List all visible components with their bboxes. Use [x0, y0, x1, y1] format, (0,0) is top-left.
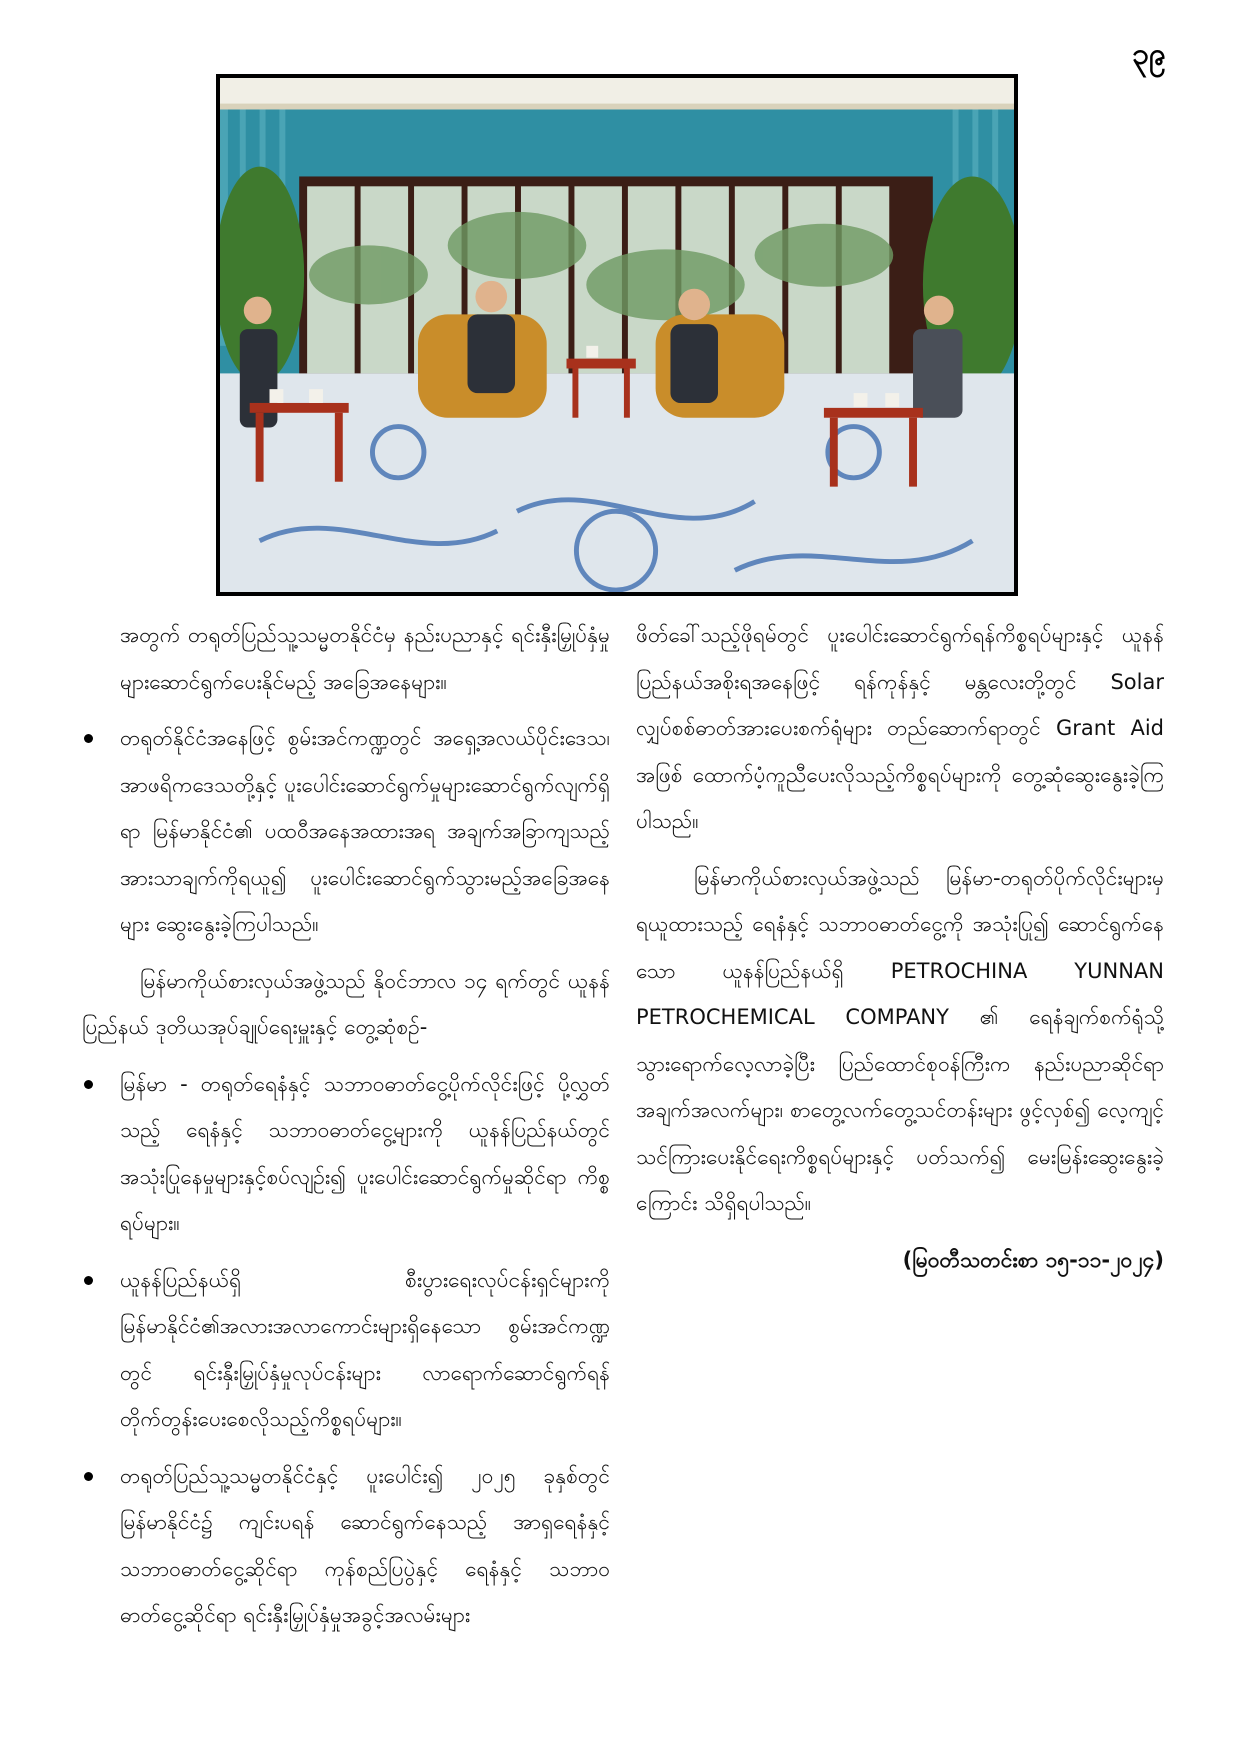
- bullet-icon: [84, 1080, 93, 1089]
- bullet-item: [82, 1061, 610, 1247]
- right-continuation-paragraph: ဖိတ်ခေါ်သည့်ဖိုရမ်တွင် ပူးပေါင်းဆောင်ရွက်ရန်ကိစ္စရပ်များနှင့် ယူနန်ပြည်နယ်အစိုးရအနေဖြင့် ရန်ကုန်နှင့် မန္တလေးတို့တွင် Solar လျှပ်စစ်ဓာတ်အားပေးစက်ရုံများ တည်ဆောက်ရာတွင် Grant Aid အဖြစ် ထောက်ပံ့ကူညီပေးလိုသည့်ကိစ္စရပ်များကို တွေ့ဆုံဆွေးနွေးခဲ့ကြပါသည်။: [636, 623, 1164, 833]
- bullet-text: မြန်မာ - တရုတ်ရေနံနှင့် သဘာဝဓာတ်ငွေ့ပိုက်လိုင်းဖြင့် ပို့လွှတ်သည့် ရေနံနှင့် သဘာဝဓာတ်ငွေ့များကို ယူနန်ပြည်နယ်တွင် အသုံးပြုနေမှုများနှင့်စပ်လျဉ်း၍ ပူးပေါင်းဆောင်ရွက်မှုဆိုင်ရာ ကိစ္စရပ်များ။: [120, 1071, 610, 1235]
- body-paragraph: မြန်မာကိုယ်စားလှယ်အဖွဲ့သည် မြန်မာ-တရုတ်ပိုက်လိုင်းများမှ ရယူထားသည့် ရေနံနှင့် သဘာဝဓာတ်ငွေ့ကို အသုံးပြု၍ ဆောင်ရွက်နေသော ယူနန်ပြည်နယ်ရှိ PETROCHINA YUNNAN PETROCHEMICAL COMPANY ၏ ရေနံချက်စက်ရုံသို့ သွားရောက်လေ့လာခဲ့ပြီး ပြည်ထောင်စုဝန်ကြီးက နည်းပညာဆိုင်ရာ အချက်အလက်များ၊ စာတွေ့လက်တွေ့သင်တန်းများ ဖွင့်လှစ်၍ လေ့ကျင့်သင်ကြားပေးနိုင်ရေးကိစ္စရပ်များနှင့် ပတ်သက်၍ မေးမြန်းဆွေးနွေးခဲ့ကြောင်း သိရှိရပါသည်။: [636, 865, 1164, 1215]
- right-column: [636, 612, 1164, 1283]
- bullet-icon: [84, 734, 93, 743]
- page-number: ၃၉: [1132, 37, 1166, 72]
- left-column: [82, 612, 610, 1639]
- bullet-text: တရုတ်ပြည်သူ့သမ္မတနိုင်ငံနှင့် ပူးပေါင်း၍ ၂၀၂၅ ခုနှစ်တွင် မြန်မာနိုင်ငံ၌ ကျင်းပရန် ဆောင်ရွက်နေသည့် အာရှရေနံနှင့်သဘာဝဓာတ်ငွေ့ဆိုင်ရာ ကုန်စည်ပြပွဲနှင့် ရေနံနှင့် သဘာဝ ဓာတ်ငွေ့ဆိုင်ရာ ရင်းနှီးမြှုပ်နှံမှုအခွင့်အလမ်းများ: [120, 1463, 610, 1627]
- meeting-photo-illustration: [220, 78, 1014, 592]
- bullet-icon: [84, 1276, 93, 1285]
- source-citation: (မြဝတီသတင်းစာ ၁၅-၁၁-၂၀၂၄): [902, 1247, 1164, 1272]
- bullet-text: ယူနန်ပြည်နယ်ရှိ စီးပွားရေးလုပ်ငန်းရှင်များကို မြန်မာနိုင်ငံ၏အလားအလာကောင်းများရှိနေသော စွမ်းအင်ကဏ္ဍတွင် ရင်းနှီးမြှုပ်နှံမှုလုပ်ငန်းများ လာရောက်ဆောင်ရွက်ရန် တိုက်တွန်းပေးစေလိုသည့်ကိစ္စရပ်များ။: [120, 1267, 610, 1431]
- bullet-item: [82, 715, 610, 948]
- bullet-text: တရုတ်နိုင်ငံအနေဖြင့် စွမ်းအင်ကဏ္ဍတွင် အရှေ့အလယ်ပိုင်းဒေသ၊ အာဖရိကဒေသတို့နှင့် ပူးပေါင်းဆောင်ရွက်မှုများဆောင်ရွက်လျက်ရှိရာ မြန်မာနိုင်ငံ၏ ပထဝီအနေအထားအရ အချက်အခြာကျသည့် အားသာချက်ကိုရယူ၍ ပူးပေါင်းဆောင်ရွက်သွားမည့်အခြေအနေများ ဆွေးနွေးခဲ့ကြပါသည်။: [120, 726, 610, 936]
- left-continuation-paragraph: အတွက် တရုတ်ပြည်သူ့သမ္မတနိုင်ငံမှ နည်းပညာနှင့် ရင်းနှီးမြှုပ်နှံမှုများဆောင်ရွက်ပေးနိုင်မည့် အခြေအနေများ။: [120, 623, 610, 694]
- meeting-photo: [216, 74, 1018, 596]
- bullet-item: [82, 1453, 610, 1639]
- bullet-item: [82, 1257, 610, 1443]
- body-paragraph: မြန်မာကိုယ်စားလှယ်အဖွဲ့သည် နိုဝင်ဘာလ ၁၄ ရက်တွင် ယူနန်ပြည်နယ် ဒုတိယအုပ်ချုပ်ရေးမှူးနှင့် တွေ့ဆုံစဉ်-: [82, 968, 610, 1039]
- bullet-icon: [84, 1472, 93, 1481]
